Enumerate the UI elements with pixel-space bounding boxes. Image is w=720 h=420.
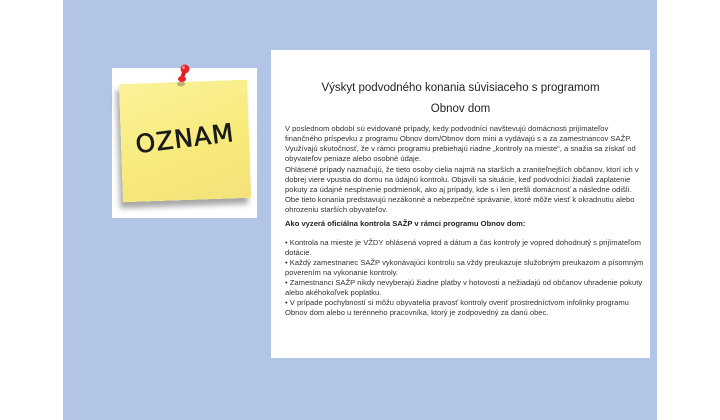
sticky-note (119, 80, 251, 202)
article-title-line1: Výskyt podvodného konania súvisiaceho s programom (321, 82, 600, 94)
bullet-item: • Kontrola na mieste je VŽDY ohlásená vopred a dátum a čas kontroly je vopred dohodnutý s prijímateľom dotácie. (285, 238, 641, 257)
article-card (271, 50, 650, 358)
subheading: Ako vyzerá oficiálna kontrola SAŽP v rámci programu Obnov dom: (285, 219, 526, 228)
notice-label: OZNAM (133, 118, 236, 159)
paragraph-details: Ohlásené prípady naznačujú, že tieto osoby cielia najmä na starších a zraniteľnejších občanov, ktorí ich v dobrej viere vpustia do domu na údajnú kontrolu. Objavili sa situácie, keď podvodníci žiadali zaplatenie pokuty za údajné nesplnenie podmienok, ako aj prípady, kde s i len prešli domácnosť a následne odišli. Obe tieto konania predstavujú nezákonné a nebezpečné správanie, ktoré môže viesť k okradnutiu alebo ohrozeniu starších obyvateľov. (285, 165, 639, 214)
bullet-item: • V prípade pochybností si môžu obyvatelia pravosť kontroly overiť prostredníctvom infolinky programu Obnov dom alebo u terénneho pracovníka, ktorý je zodpovedný za danú obec. (285, 298, 629, 317)
article-title-line2: Obnov dom (430, 103, 491, 115)
bullet-list (285, 238, 645, 318)
paragraph-intro: V poslednom období sú evidované prípady, kedy podvodníci navštevujú domácnosti prijímateľov finančného príspevku z programu Obnov dom/Obnov dom mini a vydávajú s a za zamestnancov SAŽP. Využívajú skutočnosť, že v rámci programu prebiehajú riadne „kontroly na mieste“, a snažia sa získať od obyvateľov peniaze alebo osobné údaje. (285, 124, 636, 163)
notice-image (112, 68, 257, 218)
pushpin-icon (176, 64, 190, 88)
bullet-item: • Zamestnanci SAŽP nikdy nevyberajú žiadne platby v hotovosti a nežiadajú od občanov uhradenie pokuty alebo akéhokoľvek poplatku. (285, 278, 643, 297)
bullet-item: • Každý zamestnanec SAŽP vykonávajúci kontrolu sa vždy preukazuje služobným preukazom a písomným poverením na vykonanie kontroly. (285, 258, 644, 277)
